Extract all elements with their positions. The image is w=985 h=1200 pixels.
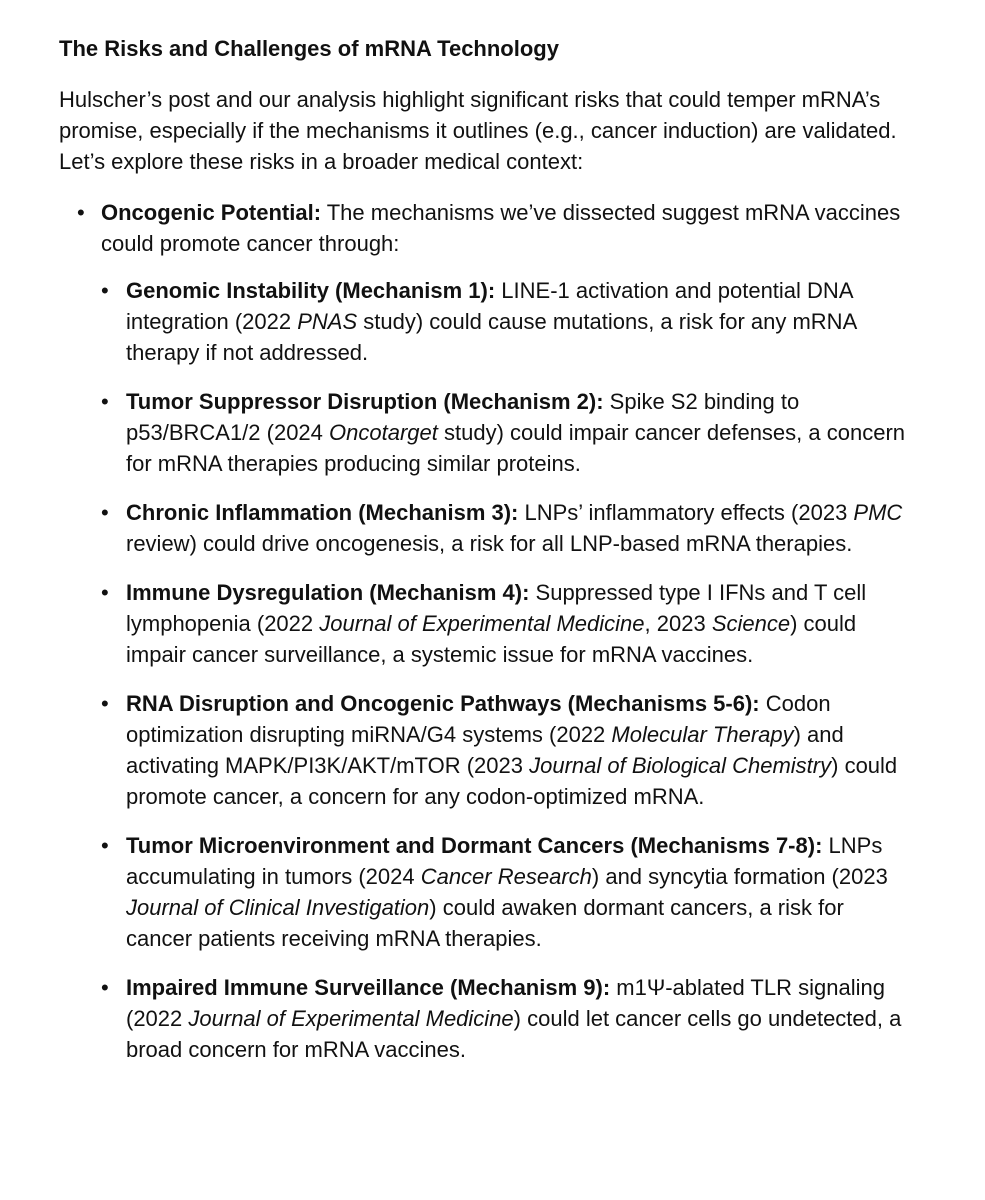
bullet-glyph: •: [77, 200, 85, 225]
mechanism-text: LNPs’ inflammatory effects (2023: [518, 500, 854, 525]
mechanism-label: Genomic Instability (Mechanism 1):: [126, 278, 496, 303]
mechanism-text: LINE-1 activation and potential DNA integration (2022: [126, 278, 853, 334]
mechanism-item: [101, 830, 906, 954]
citation-source: Oncotarget: [329, 420, 438, 445]
mechanism-text: Spike S2 binding to p53/BRCA1/2 (2024: [126, 389, 800, 445]
citation-source: Science: [711, 611, 791, 636]
bullet-glyph: •: [101, 278, 109, 303]
section-title: The Risks and Challenges of mRNA Technology: [59, 36, 559, 61]
mechanism-label: Immune Dysregulation (Mechanism 4):: [126, 580, 530, 605]
citation-source: Molecular Therapy: [611, 722, 794, 747]
list-item-oncogenic-potential: [59, 197, 945, 1065]
citation-source: PMC: [853, 500, 903, 525]
mechanism-text: ) could let cancer cells go undetected, a broad concern for mRNA vaccines.: [126, 1006, 902, 1062]
mechanism-text: LNPs accumulating in tumors (2024: [126, 833, 883, 889]
mechanism-text: ) and activating MAPK/PI3K/AKT/mTOR (2023: [126, 722, 844, 778]
mechanism-text: , 2023: [644, 611, 712, 636]
mechanism-item: [101, 688, 906, 812]
mechanism-item: [101, 972, 906, 1065]
mechanism-label: Tumor Suppressor Disruption (Mechanism 2):: [126, 389, 604, 414]
citation-source: PNAS: [297, 309, 358, 334]
citation-source: Journal of Clinical Investigation: [126, 895, 430, 920]
intro-paragraph: Hulscher’s post and our analysis highlight significant risks that could temper mRNA’s promise, especially if the mechanisms it outlines (e.g., cancer induction) are validated. Let’s explore these risks in a broader medical context:: [59, 87, 897, 174]
citation-source: Journal of Experimental Medicine: [319, 611, 645, 636]
mechanism-item: [101, 577, 906, 670]
risk-list: [59, 197, 945, 1065]
mechanism-text: Codon optimization disrupting miRNA/G4 systems (2022: [126, 691, 831, 747]
bullet-glyph: •: [101, 691, 109, 716]
bullet-glyph: •: [101, 833, 109, 858]
item-text: The mechanisms we’ve dissected suggest mRNA vaccines could promote cancer through:: [101, 200, 901, 256]
mechanism-text: study) could impair cancer defenses, a concern for mRNA therapies producing similar proteins.: [126, 420, 905, 476]
mechanism-text: ) could promote cancer, a concern for any codon-optimized mRNA.: [126, 753, 898, 809]
citation-source: Cancer Research: [420, 864, 592, 889]
mechanism-item: [101, 386, 906, 479]
mechanism-text: review) could drive oncogenesis, a risk for all LNP-based mRNA therapies.: [126, 531, 853, 556]
citation-source: Journal of Experimental Medicine: [188, 1006, 514, 1031]
bullet-glyph: •: [101, 580, 109, 605]
mechanism-item: [101, 275, 906, 368]
item-label: Oncogenic Potential:: [101, 200, 322, 225]
mechanism-text: ) could awaken dormant cancers, a risk for cancer patients receiving mRNA therapies.: [126, 895, 844, 951]
mechanism-label: Impaired Immune Surveillance (Mechanism 9):: [126, 975, 611, 1000]
mechanism-text: study) could cause mutations, a risk for any mRNA therapy if not addressed.: [126, 309, 857, 365]
bullet-glyph: •: [101, 389, 109, 414]
citation-source: Journal of Biological Chemistry: [529, 753, 832, 778]
bullet-glyph: •: [101, 500, 109, 525]
mechanism-text: ) and syncytia formation (2023: [591, 864, 888, 889]
mechanism-text: Suppressed type I IFNs and T cell lymphopenia (2022: [126, 580, 867, 636]
mechanism-label: Tumor Microenvironment and Dormant Cancers (Mechanisms 7-8):: [126, 833, 823, 858]
mechanism-item: [101, 497, 906, 559]
mechanism-list: [101, 275, 945, 1065]
mechanism-text: m1Ψ-ablated TLR signaling (2022: [126, 975, 885, 1031]
mechanism-label: Chronic Inflammation (Mechanism 3):: [126, 500, 519, 525]
bullet-glyph: •: [101, 975, 109, 1000]
mechanism-text: ) could impair cancer surveillance, a systemic issue for mRNA vaccines.: [126, 611, 857, 667]
mechanism-label: RNA Disruption and Oncogenic Pathways (Mechanisms 5-6):: [126, 691, 760, 716]
